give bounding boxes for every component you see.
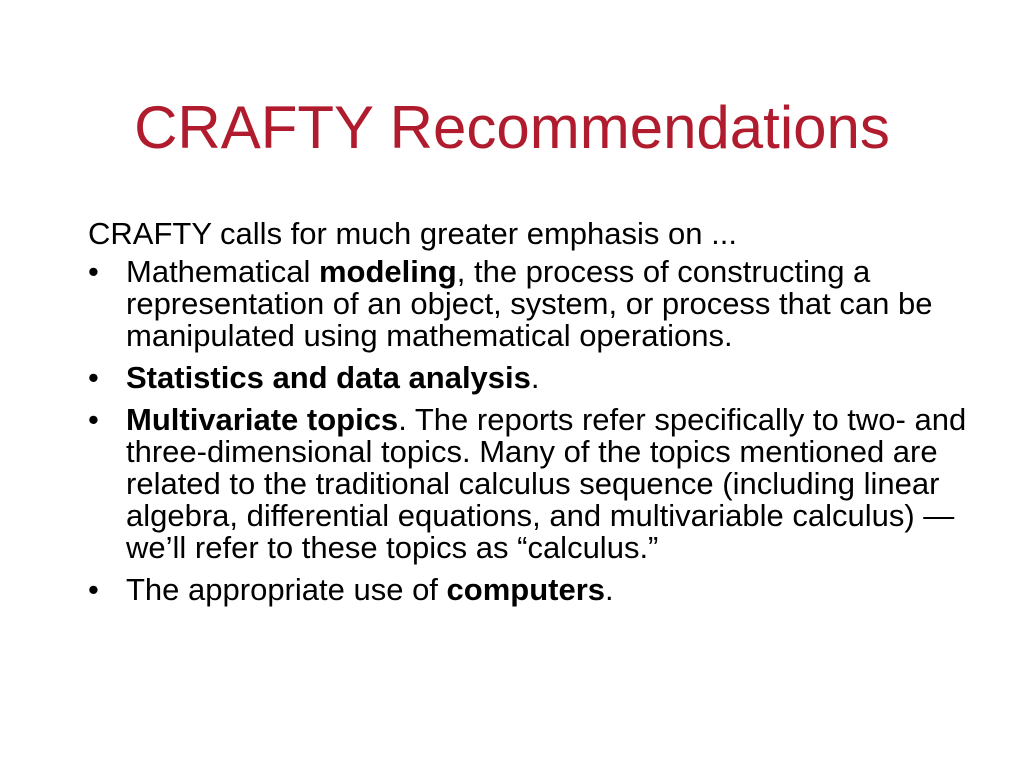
bullet-list [88,256,968,606]
bullet-icon: • [88,572,99,607]
bullet-item-statistics [88,362,968,394]
slide-title: CRAFTY Recommendations [134,94,890,161]
slide-body [88,218,968,616]
bullet-text-pre: Mathematical [126,254,319,289]
bullet-item-modeling [88,256,968,352]
bullet-text-post: , the process of constructing a representation of an object, system, or process that can be manipulated using mathematical operations. [126,254,933,353]
intro-text: CRAFTY calls for much greater emphasis on ... [88,216,737,251]
bullet-icon: • [88,360,99,395]
bullet-text-post: . [605,572,614,607]
bullet-text-bold: modeling [318,254,457,289]
bullet-text-post: . The reports refer specifically to two- and three-dimensional topics. Many of the topics mentioned are related to the traditional calculus sequence (including linear algebra, differential equations, and multivariable calculus) — we’ll refer to these topics as “calculus.” [126,402,967,565]
bullet-text-post: . [530,360,540,395]
bullet-item-multivariate [88,404,968,564]
bullet-text-bold: Statistics and data analysis [126,360,531,395]
bullet-text-bold: Multivariate topics [126,402,399,437]
bullet-text-bold: computers [446,572,606,607]
bullet-item-computers [88,574,968,606]
bullet-text-pre: The appropriate use of [126,572,447,607]
bullet-icon: • [88,402,99,437]
bullet-icon: • [88,254,99,289]
